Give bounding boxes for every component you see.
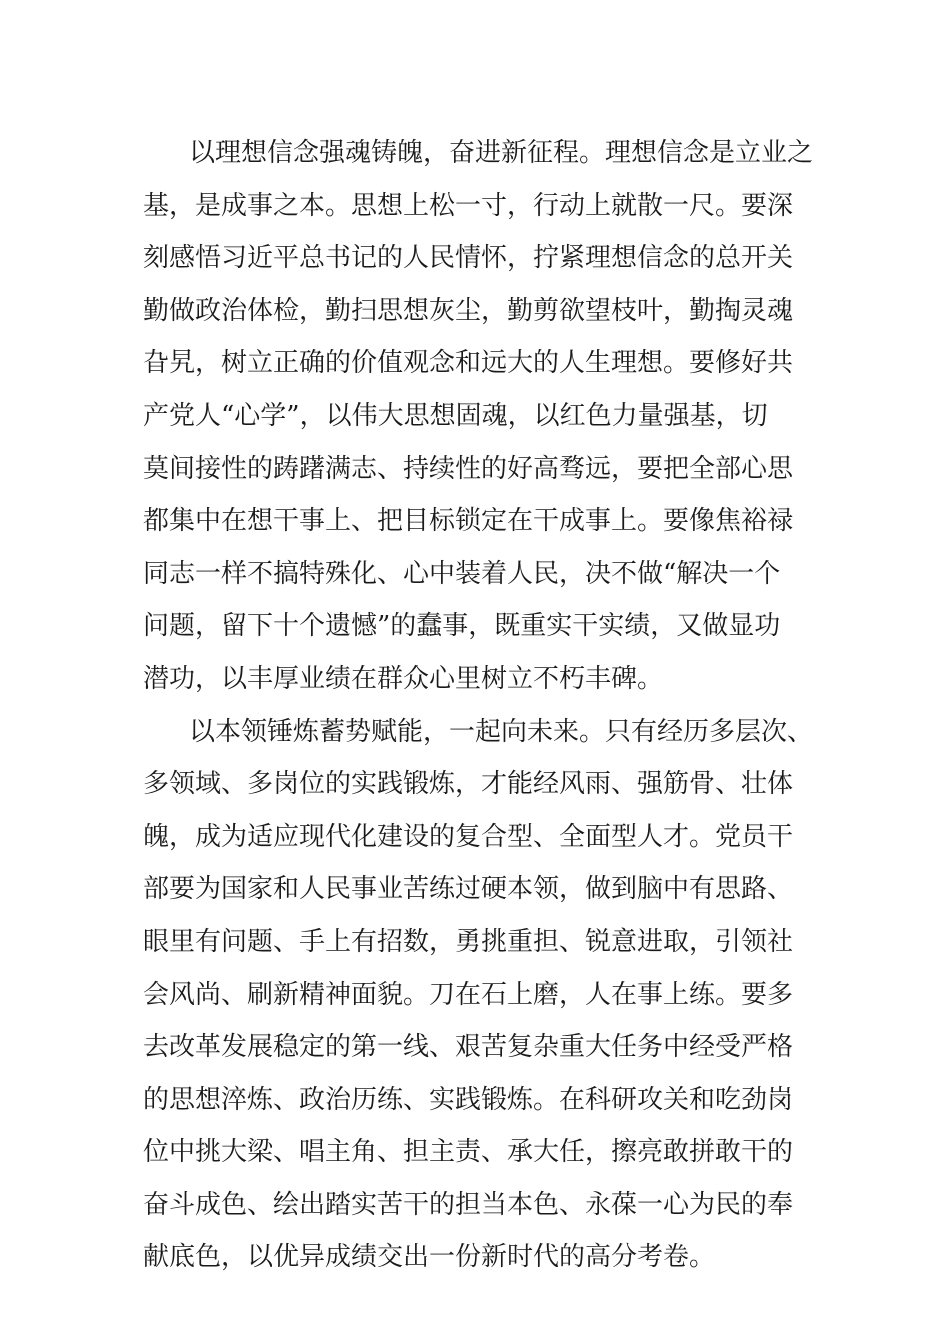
text-line: 眼里有问题、手上有招数，勇挑重担、锐意进取，引领社: [143, 926, 794, 957]
paragraph-skills: [143, 706, 813, 1285]
text-line: 献底色，以优异成绩交出一份新时代的高分考卷。: [143, 1242, 716, 1273]
text-line: 旮旯，树立正确的价值观念和远大的人生理想。要修好共: [143, 348, 794, 379]
text-line: 问题，留下十个遗憾”的蠢事，既重实干实绩，又做显功: [143, 611, 781, 642]
text-line: 以本领锤炼蓄势赋能，一起向未来。只有经历多层次、: [189, 716, 813, 747]
text-line: 以理想信念强魂铸魄，奋进新征程。理想信念是立业之: [189, 138, 813, 168]
text-line: 位中挑大梁、唱主角、担主责、承大任，擦亮敢拼敢干的: [143, 1137, 794, 1168]
document-body: [143, 127, 813, 1284]
text-line: 会风尚、刷新精神面貌。刀在石上磨，人在事上练。要多: [143, 979, 794, 1010]
text-line: 莫间接性的踌躇满志、持续性的好高骛远，要把全部心思: [143, 453, 794, 484]
text-line: 的思想淬炼、政治历练、实践锻炼。在科研攻关和吃劲岗: [143, 1084, 794, 1115]
text-line: 都集中在想干事上、把目标锁定在干成事上。要像焦裕禄: [143, 506, 794, 537]
text-line: 刻感悟习近平总书记的人民情怀，拧紧理想信念的总开关: [143, 243, 794, 274]
text-line: 去改革发展稳定的第一线、艰苦复杂重大任务中经受严格: [143, 1032, 794, 1063]
text-line: 奋斗成色、绘出踏实苦干的担当本色、永葆一心为民的奉: [143, 1189, 794, 1220]
text-line: 产党人“心学”，以伟大思想固魂，以红色力量强基，切: [143, 400, 768, 431]
text-line: 多领域、多岗位的实践锻炼，才能经风雨、强筋骨、壮体: [143, 769, 794, 800]
text-line: 勤做政治体检，勤扫思想灰尘，勤剪欲望枝叶，勤掏灵魂: [143, 295, 794, 326]
paragraph-ideals: [143, 127, 813, 706]
text-line: 潜功，以丰厚业绩在群众心里树立不朽丰碑。: [143, 663, 664, 694]
text-line: 基，是成事之本。思想上松一寸，行动上就散一尺。要深: [143, 190, 794, 221]
text-line: 魄，成为适应现代化建设的复合型、全面型人才。党员干: [143, 821, 794, 852]
text-line: 同志一样不搞特殊化、心中装着人民，决不做“解决一个: [143, 558, 781, 589]
text-line: 部要为国家和人民事业苦练过硬本领，做到脑中有思路、: [143, 874, 794, 905]
